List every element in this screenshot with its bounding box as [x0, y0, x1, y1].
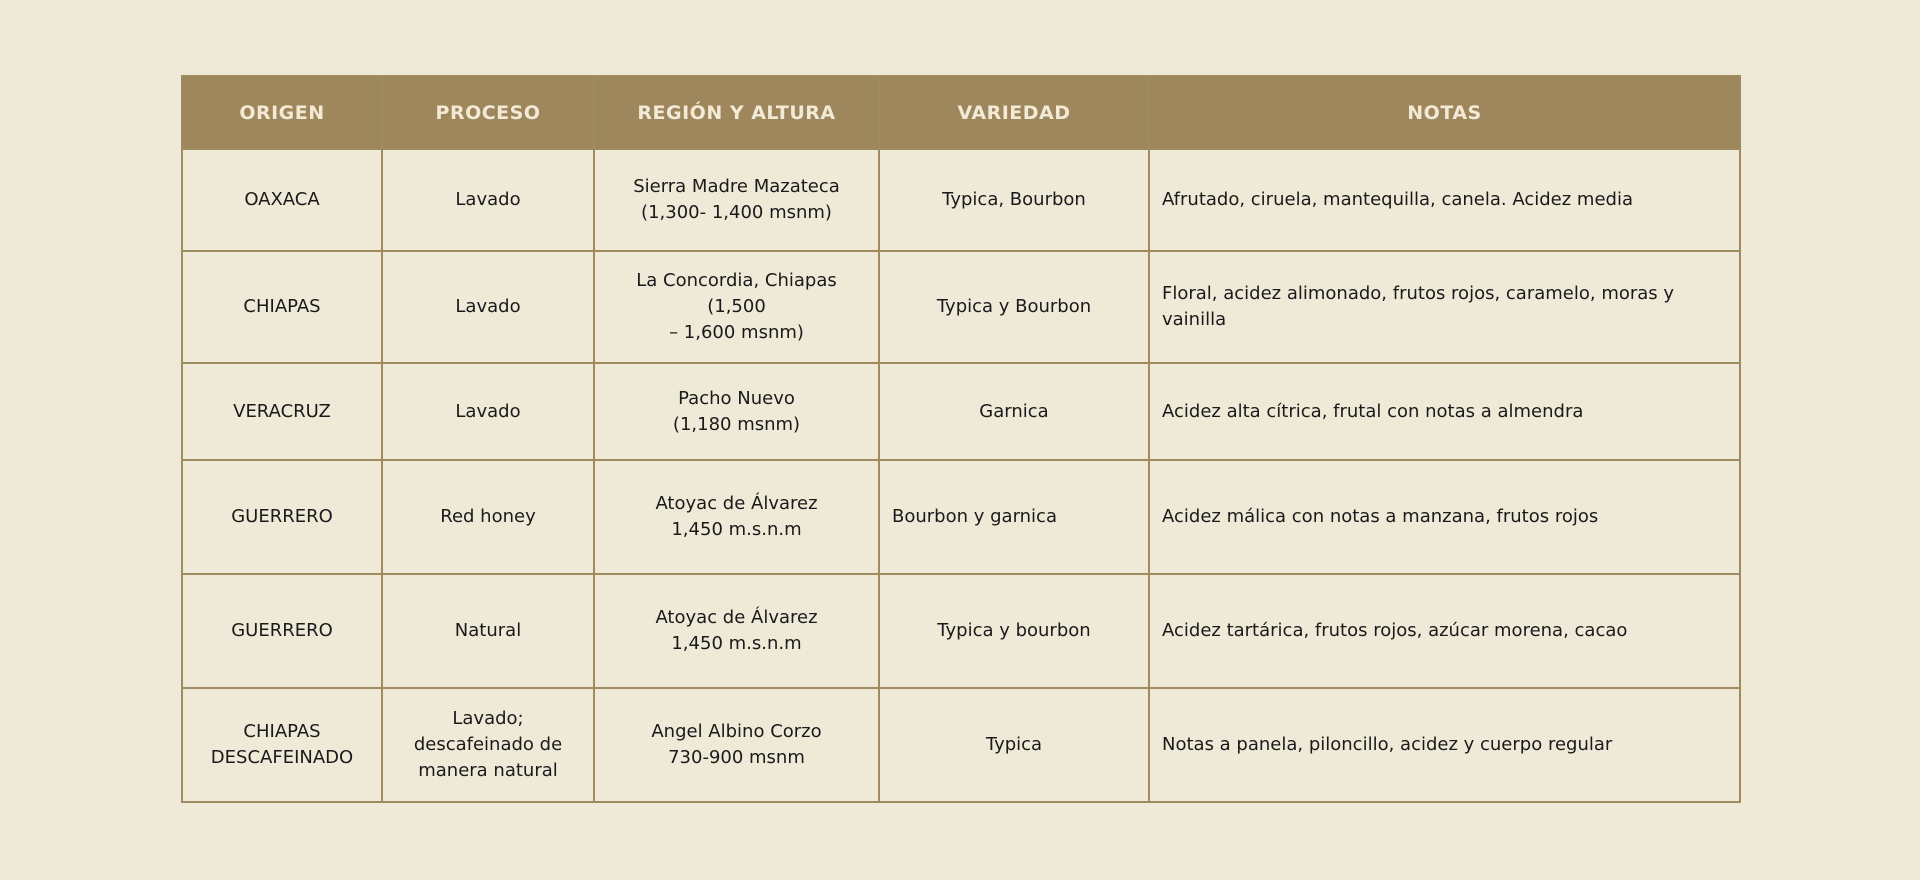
coffee-origins-table-container [181, 75, 1739, 803]
cell-variedad: Bourbon y garnica [879, 460, 1149, 574]
proceso-line: descafeinado de [413, 734, 563, 755]
region-line: Sierra Madre Mazateca [633, 176, 840, 197]
region-line: Pacho Nuevo [678, 387, 795, 409]
region-line: Atoyac de Álvarez [655, 607, 818, 628]
origen-line: VERACRUZ [233, 400, 331, 422]
cell-origen [182, 251, 382, 363]
header-variedad: VARIEDAD [879, 76, 1149, 149]
cell-notas: Acidez alta cítrica, frutal con notas a almendra [1149, 363, 1740, 460]
cell-region [594, 688, 879, 802]
header-origen: ORIGEN [182, 76, 382, 149]
proceso-line: manera natural [418, 760, 558, 781]
proceso-line: Lavado; [452, 708, 524, 729]
cell-origen [182, 688, 382, 802]
cell-origen [182, 460, 382, 574]
region-line: (1,300- 1,400 msnm) [641, 202, 832, 223]
table-row [182, 574, 1740, 688]
cell-variedad: Garnica [879, 363, 1149, 460]
header-region-altura: REGIÓN Y ALTURA [594, 76, 879, 149]
cell-region [594, 251, 879, 363]
cell-variedad: Typica [879, 688, 1149, 802]
table-header-row [182, 76, 1740, 149]
cell-origen [182, 363, 382, 460]
region-line: 1,450 m.s.n.m [671, 633, 802, 654]
table-row [182, 460, 1740, 574]
cell-origen [182, 574, 382, 688]
cell-region [594, 574, 879, 688]
region-line: 730-900 msnm [668, 747, 805, 768]
proceso-line: Red honey [440, 506, 536, 527]
proceso-line: Lavado [455, 189, 521, 210]
cell-notas: Notas a panela, piloncillo, acidez y cuerpo regular [1149, 688, 1740, 802]
origen-line: GUERRERO [231, 506, 333, 527]
cell-proceso [382, 149, 594, 251]
cell-notas: Acidez málica con notas a manzana, frutos rojos [1149, 460, 1740, 574]
origen-line: DESCAFEINADO [210, 747, 354, 768]
table-row [182, 149, 1740, 251]
cell-variedad: Typica y Bourbon [879, 251, 1149, 363]
cell-origen [182, 149, 382, 251]
cell-proceso [382, 460, 594, 574]
cell-variedad: Typica y bourbon [879, 574, 1149, 688]
origen-line: OAXACA [244, 189, 320, 210]
region-line: La Concordia, Chiapas (1,500 [636, 270, 837, 317]
cell-proceso [382, 574, 594, 688]
coffee-origins-table [181, 75, 1741, 803]
region-line: Angel Albino Corzo [651, 721, 822, 742]
origen-line: CHIAPAS [243, 721, 321, 742]
cell-notas: Acidez tartárica, frutos rojos, azúcar morena, cacao [1149, 574, 1740, 688]
cell-notas: Floral, acidez alimonado, frutos rojos, caramelo, moras y vainilla [1149, 251, 1740, 363]
region-line: 1,450 m.s.n.m [671, 519, 802, 540]
table-row [182, 363, 1740, 460]
origen-line: GUERRERO [231, 620, 333, 641]
cell-variedad: Typica, Bourbon [879, 149, 1149, 251]
cell-notas: Afrutado, ciruela, mantequilla, canela. Acidez media [1149, 149, 1740, 251]
cell-proceso [382, 251, 594, 363]
cell-region [594, 363, 879, 460]
cell-proceso [382, 363, 594, 460]
cell-region [594, 149, 879, 251]
region-line: Atoyac de Álvarez [655, 493, 818, 514]
table-row [182, 251, 1740, 363]
header-notas: NOTAS [1149, 76, 1740, 149]
table-row [182, 688, 1740, 802]
region-line: (1,180 msnm) [672, 413, 801, 435]
origen-line: CHIAPAS [243, 296, 321, 317]
proceso-line: Lavado [455, 400, 521, 422]
header-proceso: PROCESO [382, 76, 594, 149]
cell-proceso [382, 688, 594, 802]
region-line: – 1,600 msnm) [669, 322, 804, 343]
proceso-line: Natural [454, 620, 522, 641]
proceso-line: Lavado [455, 296, 521, 317]
cell-region [594, 460, 879, 574]
